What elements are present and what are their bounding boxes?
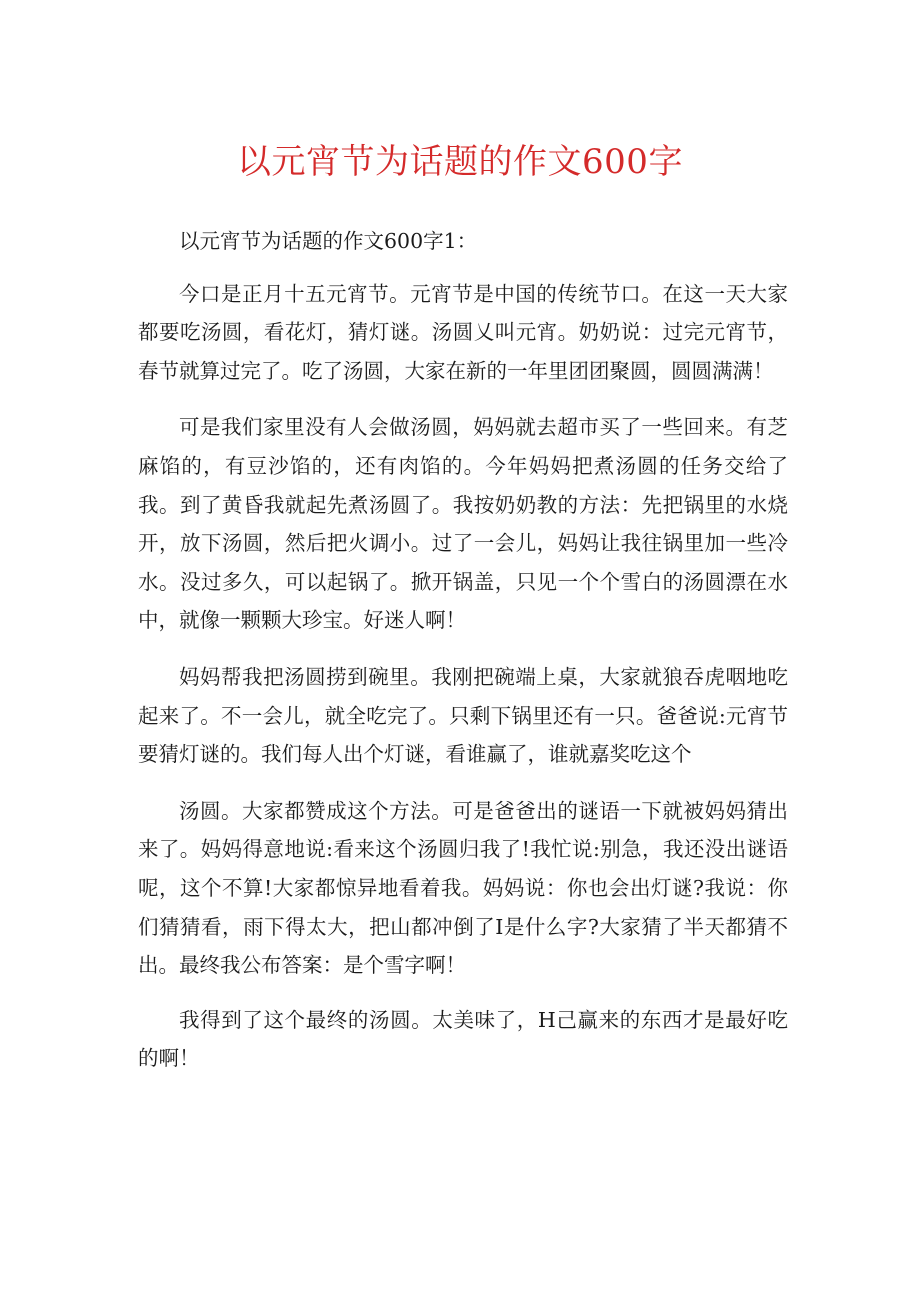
spacer: [138, 774, 788, 792]
paragraph-4: 汤圆。大家都赞成这个方法。可是爸爸出的谜语一下就被妈妈猜出来了。妈妈得意地说:看来这个汤圆归我了!我忙说:别急，我还没出谜语呢，这个不算!大家都惊异地看着我。妈妈说：你也会出灯谜?我说：你们猜猜看，雨下得太大，把山都冲倒了I是什么字?大家猜了半天都猜不出。最终我公布答案：是个雪字啊！: [138, 798, 788, 978]
spacer: [138, 261, 788, 275]
document-body: [138, 222, 788, 1078]
paragraph-2: 可是我们家里没有人会做汤圆，妈妈就去超市买了一些回来。有芝麻馅的，有豆沙馅的，还有肉馅的。今年妈妈把煮汤圆的任务交给了我。到了黄昏我就起先煮汤圆了。我按奶奶教的方法：先把锅里的水烧开，放下汤圆，然后把火调小。过了一会儿，妈妈让我往锅里加一些冷水。没过多久，可以起锅了。掀开锅盖，只见一个个雪白的汤圆漂在水中，就像一颗颗大珍宝。好迷人啊！: [138, 415, 788, 633]
paragraph-1: 今口是正月十五元宵节。元宵节是中国的传统节口。在这一天大家都要吃汤圆，看花灯，猜灯谜。汤圆乂叫元宵。奶奶说：过完元宵节，春节就算过完了。吃了汤圆，大家在新的一年里团团聚圆，圆圆满满！: [138, 281, 788, 383]
spacer: [138, 640, 788, 658]
paragraph-3: 妈妈帮我把汤圆捞到碗里。我刚把碗端上桌，大家就狼吞虎咽地吃起来了。不一会儿，就全吃完了。只剩下锅里还有一只。爸爸说:元宵节要猜灯谜的。我们每人出个灯谜，看谁赢了，谁就嘉奖吃这个: [138, 664, 788, 767]
spacer: [138, 390, 788, 408]
paragraph-5: 我得到了这个最终的汤圆。太美味了，H己赢来的东西才是最好吃的啊！: [138, 1007, 788, 1071]
document-title: 以元宵节为话题的作文600字: [237, 142, 683, 182]
section-heading: 以元宵节为话题的作文600字1：: [179, 229, 478, 253]
spacer: [138, 985, 788, 1001]
